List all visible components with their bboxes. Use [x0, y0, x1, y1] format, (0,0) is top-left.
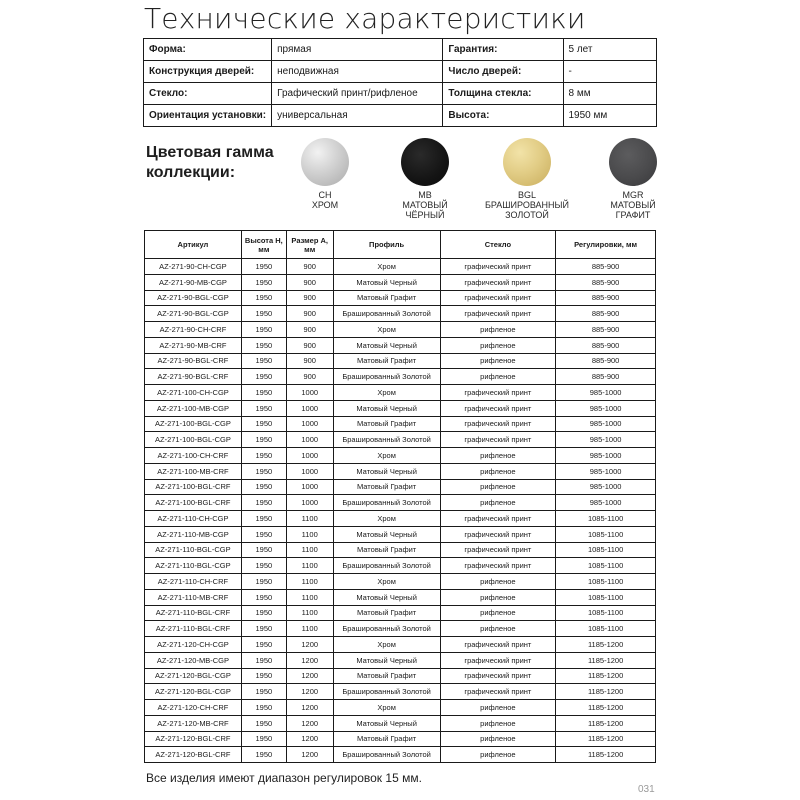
size-cell: 1100 — [286, 574, 333, 590]
profile-cell: Хром — [333, 574, 440, 590]
article-cell: AZ-271-110-BGL-CRF — [145, 621, 242, 637]
table-row — [145, 369, 656, 385]
article-cell: AZ-271-90-BGL-CGP — [145, 306, 242, 322]
size-cell: 1000 — [286, 495, 333, 511]
article-cell: AZ-271-100-BGL-CGP — [145, 416, 242, 432]
height-cell: 1950 — [241, 337, 286, 353]
article-cell: AZ-271-110-BGL-CGP — [145, 558, 242, 574]
profile-cell: Матовый Черный — [333, 400, 440, 416]
size-cell: 1100 — [286, 605, 333, 621]
size-cell: 900 — [286, 337, 333, 353]
profile-cell: Матовый Графит — [333, 668, 440, 684]
glass-cell: рифленое — [440, 621, 556, 637]
adjustment-cell: 985-1000 — [556, 400, 656, 416]
article-cell: AZ-271-110-MB-CRF — [145, 589, 242, 605]
table-row — [145, 605, 656, 621]
adjustment-cell: 885-900 — [556, 322, 656, 338]
size-cell: 1000 — [286, 432, 333, 448]
table-row — [145, 731, 656, 747]
glass-cell: графический принт — [440, 400, 556, 416]
article-cell: AZ-271-100-CH-CGP — [145, 385, 242, 401]
adjustment-cell: 985-1000 — [556, 416, 656, 432]
adjustment-cell: 885-900 — [556, 353, 656, 369]
glass-cell: рифленое — [440, 463, 556, 479]
adjustment-cell: 985-1000 — [556, 432, 656, 448]
profile-cell: Матовый Черный — [333, 463, 440, 479]
color-option-ch — [275, 138, 375, 210]
glass-cell: графический принт — [440, 416, 556, 432]
glass-cell: рифленое — [440, 700, 556, 716]
spec-value: неподвижная — [272, 61, 443, 83]
spec-label: Ориентация установки: — [144, 105, 272, 127]
color-name: ХРОМ — [311, 200, 339, 210]
table-row — [145, 715, 656, 731]
table-row — [145, 432, 656, 448]
article-cell: AZ-271-90-BGL-CRF — [145, 369, 242, 385]
table-row — [145, 637, 656, 653]
glass-cell: графический принт — [440, 526, 556, 542]
adjustment-cell: 1085-1100 — [556, 605, 656, 621]
height-cell: 1950 — [241, 385, 286, 401]
glass-cell: рифленое — [440, 747, 556, 763]
profile-cell: Матовый Черный — [333, 652, 440, 668]
size-cell: 1200 — [286, 684, 333, 700]
table-row — [145, 337, 656, 353]
size-cell: 900 — [286, 353, 333, 369]
glass-cell: графический принт — [440, 558, 556, 574]
article-cell: AZ-271-100-BGL-CGP — [145, 432, 242, 448]
table-row — [145, 668, 656, 684]
page-title: Технические характеристики — [144, 2, 586, 35]
article-cell: AZ-271-90-BGL-CGP — [145, 290, 242, 306]
article-cell: AZ-271-90-MB-CRF — [145, 337, 242, 353]
profile-cell: Брашированный Золотой — [333, 684, 440, 700]
adjustment-cell: 1085-1100 — [556, 574, 656, 590]
table-row — [145, 589, 656, 605]
spec-value: 8 мм — [563, 83, 657, 105]
glass-cell: графический принт — [440, 637, 556, 653]
table-row — [145, 322, 656, 338]
height-cell: 1950 — [241, 322, 286, 338]
article-cell: AZ-271-110-MB-CGP — [145, 526, 242, 542]
size-cell: 1100 — [286, 589, 333, 605]
table-row — [145, 306, 656, 322]
size-cell: 1000 — [286, 416, 333, 432]
color-code: MB — [418, 190, 432, 200]
adjustment-cell: 985-1000 — [556, 495, 656, 511]
profile-cell: Матовый Графит — [333, 542, 440, 558]
adjustment-cell: 985-1000 — [556, 385, 656, 401]
profile-cell: Хром — [333, 385, 440, 401]
adjustment-cell: 1185-1200 — [556, 747, 656, 763]
glass-cell: графический принт — [440, 432, 556, 448]
color-range-heading — [146, 143, 274, 183]
height-cell: 1950 — [241, 684, 286, 700]
height-cell: 1950 — [241, 511, 286, 527]
color-name: ЗОЛОТОЙ — [505, 210, 549, 220]
height-cell: 1950 — [241, 652, 286, 668]
table-row — [145, 700, 656, 716]
glass-cell: графический принт — [440, 274, 556, 290]
glass-cell: рифленое — [440, 337, 556, 353]
size-cell: 1200 — [286, 652, 333, 668]
profile-cell: Брашированный Золотой — [333, 369, 440, 385]
glass-cell: рифленое — [440, 353, 556, 369]
article-cell: AZ-271-110-BGL-CGP — [145, 542, 242, 558]
article-cell: AZ-271-100-MB-CGP — [145, 400, 242, 416]
size-cell: 1100 — [286, 542, 333, 558]
size-cell: 900 — [286, 369, 333, 385]
height-cell: 1950 — [241, 558, 286, 574]
profile-cell: Матовый Черный — [333, 715, 440, 731]
glass-cell: рифленое — [440, 495, 556, 511]
glass-cell: рифленое — [440, 448, 556, 464]
spec-label: Гарантия: — [443, 39, 563, 61]
size-cell: 1000 — [286, 479, 333, 495]
color-option-bgl — [477, 138, 577, 220]
table-row — [145, 684, 656, 700]
table-row — [145, 526, 656, 542]
size-cell: 1200 — [286, 668, 333, 684]
spec-value: 5 лет — [563, 39, 657, 61]
profile-cell: Хром — [333, 511, 440, 527]
height-cell: 1950 — [241, 621, 286, 637]
adjustment-cell: 885-900 — [556, 274, 656, 290]
adjustment-cell: 885-900 — [556, 369, 656, 385]
table-row — [145, 747, 656, 763]
table-row — [145, 542, 656, 558]
article-cell: AZ-271-120-MB-CRF — [145, 715, 242, 731]
adjustment-cell: 1085-1100 — [556, 558, 656, 574]
article-cell: AZ-271-110-CH-CRF — [145, 574, 242, 590]
glass-cell: графический принт — [440, 511, 556, 527]
glass-cell: рифленое — [440, 322, 556, 338]
profile-cell: Матовый Черный — [333, 274, 440, 290]
height-cell: 1950 — [241, 274, 286, 290]
height-cell: 1950 — [241, 526, 286, 542]
height-cell: 1950 — [241, 448, 286, 464]
profile-cell: Брашированный Золотой — [333, 621, 440, 637]
color-range-heading-line: коллекции: — [146, 164, 236, 181]
profile-cell: Хром — [333, 322, 440, 338]
height-cell: 1950 — [241, 353, 286, 369]
color-range-heading-line: Цветовая гамма — [146, 144, 274, 161]
height-cell: 1950 — [241, 479, 286, 495]
adjustment-cell: 1185-1200 — [556, 700, 656, 716]
glass-cell: рифленое — [440, 605, 556, 621]
profile-cell: Хром — [333, 700, 440, 716]
height-cell: 1950 — [241, 747, 286, 763]
adjustment-cell: 885-900 — [556, 290, 656, 306]
table-row — [145, 463, 656, 479]
height-cell: 1950 — [241, 495, 286, 511]
table-row — [145, 400, 656, 416]
adjustment-cell: 1085-1100 — [556, 542, 656, 558]
table-row — [145, 652, 656, 668]
color-option-mgr — [583, 138, 683, 220]
size-cell: 1100 — [286, 511, 333, 527]
size-cell: 1200 — [286, 715, 333, 731]
size-cell: 900 — [286, 290, 333, 306]
profile-cell: Брашированный Золотой — [333, 306, 440, 322]
color-name: ГРАФИТ — [615, 210, 651, 220]
profile-cell: Брашированный Золотой — [333, 558, 440, 574]
glass-cell: графический принт — [440, 542, 556, 558]
adjustment-cell: 1085-1100 — [556, 589, 656, 605]
height-cell: 1950 — [241, 574, 286, 590]
size-cell: 1000 — [286, 385, 333, 401]
column-header-adjustment: Регулировки, мм — [556, 231, 656, 259]
article-cell: AZ-271-120-BGL-CRF — [145, 747, 242, 763]
spec-value: Графический принт/рифленое — [272, 83, 443, 105]
glass-cell: графический принт — [440, 668, 556, 684]
adjustment-cell: 885-900 — [556, 306, 656, 322]
height-cell: 1950 — [241, 369, 286, 385]
adjustment-cell: 985-1000 — [556, 448, 656, 464]
spec-label: Форма: — [144, 39, 272, 61]
table-row — [145, 511, 656, 527]
glass-cell: графический принт — [440, 259, 556, 275]
glass-cell: рифленое — [440, 715, 556, 731]
article-cell: AZ-271-120-BGL-CGP — [145, 684, 242, 700]
glass-cell: графический принт — [440, 290, 556, 306]
table-row — [145, 353, 656, 369]
glass-cell: рифленое — [440, 731, 556, 747]
height-cell: 1950 — [241, 432, 286, 448]
table-row — [145, 448, 656, 464]
matte-black-swatch — [401, 138, 449, 186]
spec-value: прямая — [272, 39, 443, 61]
height-cell: 1950 — [241, 731, 286, 747]
column-header-size: Размер А, мм — [286, 231, 333, 259]
table-row — [145, 416, 656, 432]
profile-cell: Матовый Графит — [333, 605, 440, 621]
color-name: МАТОВЫЙ — [610, 200, 656, 210]
size-cell: 1100 — [286, 526, 333, 542]
profile-cell: Матовый Черный — [333, 337, 440, 353]
table-row — [145, 574, 656, 590]
color-name: МАТОВЫЙ — [402, 200, 448, 210]
article-cell: AZ-271-110-BGL-CRF — [145, 605, 242, 621]
article-cell: AZ-271-120-CH-CRF — [145, 700, 242, 716]
adjustment-cell: 1185-1200 — [556, 731, 656, 747]
profile-cell: Брашированный Золотой — [333, 747, 440, 763]
spec-value: 1950 мм — [563, 105, 657, 127]
height-cell: 1950 — [241, 306, 286, 322]
article-cell: AZ-271-100-CH-CRF — [145, 448, 242, 464]
page-number: 031 — [638, 784, 655, 795]
spec-value: - — [563, 61, 657, 83]
size-cell: 1000 — [286, 448, 333, 464]
size-cell: 1200 — [286, 637, 333, 653]
specs-row — [144, 39, 657, 61]
table-row — [145, 558, 656, 574]
product-table-header — [145, 231, 656, 259]
column-header-glass: Стекло — [440, 231, 556, 259]
column-header-height: Высота Н, мм — [241, 231, 286, 259]
spec-label: Толщина стекла: — [443, 83, 563, 105]
profile-cell: Брашированный Золотой — [333, 432, 440, 448]
article-cell: AZ-271-90-MB-CGP — [145, 274, 242, 290]
table-row — [145, 479, 656, 495]
height-cell: 1950 — [241, 259, 286, 275]
matte-graphite-swatch — [609, 138, 657, 186]
glass-cell: рифленое — [440, 369, 556, 385]
height-cell: 1950 — [241, 542, 286, 558]
adjustment-cell: 1185-1200 — [556, 637, 656, 653]
glass-cell: графический принт — [440, 385, 556, 401]
article-cell: AZ-271-120-MB-CGP — [145, 652, 242, 668]
height-cell: 1950 — [241, 605, 286, 621]
size-cell: 900 — [286, 322, 333, 338]
glass-cell: рифленое — [440, 589, 556, 605]
height-cell: 1950 — [241, 715, 286, 731]
article-cell: AZ-271-90-CH-CRF — [145, 322, 242, 338]
table-row — [145, 621, 656, 637]
specs-table — [143, 38, 657, 127]
glass-cell: графический принт — [440, 652, 556, 668]
color-code: MGR — [622, 190, 644, 200]
height-cell: 1950 — [241, 463, 286, 479]
specs-row — [144, 61, 657, 83]
spec-label: Стекло: — [144, 83, 272, 105]
adjustment-cell: 985-1000 — [556, 463, 656, 479]
size-cell: 1100 — [286, 558, 333, 574]
spec-label: Число дверей: — [443, 61, 563, 83]
column-header-profile: Профиль — [333, 231, 440, 259]
spec-label: Конструкция дверей: — [144, 61, 272, 83]
size-cell: 900 — [286, 274, 333, 290]
profile-cell: Матовый Черный — [333, 526, 440, 542]
adjustment-cell: 1185-1200 — [556, 668, 656, 684]
profile-cell: Матовый Черный — [333, 589, 440, 605]
size-cell: 1100 — [286, 621, 333, 637]
chrome-swatch — [301, 138, 349, 186]
article-cell: AZ-271-110-CH-CGP — [145, 511, 242, 527]
spec-value: универсальная — [272, 105, 443, 127]
color-name: БРАШИРОВАННЫЙ — [485, 200, 569, 210]
table-row — [145, 290, 656, 306]
article-cell: AZ-271-100-BGL-CRF — [145, 479, 242, 495]
color-code: BGL — [517, 190, 536, 200]
size-cell: 900 — [286, 306, 333, 322]
adjustment-range-note: Все изделия имеют диапазон регулировок 15 мм. — [146, 771, 422, 785]
size-cell: 1000 — [286, 463, 333, 479]
profile-cell: Матовый Графит — [333, 290, 440, 306]
profile-cell: Матовый Графит — [333, 479, 440, 495]
glass-cell: рифленое — [440, 574, 556, 590]
adjustment-cell: 1085-1100 — [556, 526, 656, 542]
table-row — [145, 385, 656, 401]
color-option-mb — [375, 138, 475, 220]
product-table — [144, 230, 656, 763]
article-cell: AZ-271-120-BGL-CGP — [145, 668, 242, 684]
height-cell: 1950 — [241, 700, 286, 716]
profile-cell: Матовый Графит — [333, 416, 440, 432]
adjustment-cell: 1085-1100 — [556, 511, 656, 527]
height-cell: 1950 — [241, 589, 286, 605]
adjustment-cell: 985-1000 — [556, 479, 656, 495]
adjustment-cell: 885-900 — [556, 259, 656, 275]
glass-cell: графический принт — [440, 306, 556, 322]
height-cell: 1950 — [241, 416, 286, 432]
column-header-article: Артикул — [145, 231, 242, 259]
brushed-gold-swatch — [503, 138, 551, 186]
adjustment-cell: 885-900 — [556, 337, 656, 353]
article-cell: AZ-271-100-MB-CRF — [145, 463, 242, 479]
size-cell: 1200 — [286, 731, 333, 747]
product-table-body — [145, 259, 656, 763]
article-cell: AZ-271-120-BGL-CRF — [145, 731, 242, 747]
size-cell: 1200 — [286, 747, 333, 763]
adjustment-cell: 1185-1200 — [556, 652, 656, 668]
color-name: ЧЁРНЫЙ — [405, 210, 445, 220]
profile-cell: Матовый Графит — [333, 353, 440, 369]
height-cell: 1950 — [241, 400, 286, 416]
table-row — [145, 274, 656, 290]
color-code: CH — [318, 190, 332, 200]
specs-row — [144, 83, 657, 105]
article-cell: AZ-271-100-BGL-CRF — [145, 495, 242, 511]
adjustment-cell: 1185-1200 — [556, 684, 656, 700]
specs-row — [144, 105, 657, 127]
adjustment-cell: 1185-1200 — [556, 715, 656, 731]
glass-cell: графический принт — [440, 684, 556, 700]
height-cell: 1950 — [241, 668, 286, 684]
article-cell: AZ-271-120-CH-CGP — [145, 637, 242, 653]
size-cell: 1200 — [286, 700, 333, 716]
table-row — [145, 495, 656, 511]
glass-cell: рифленое — [440, 479, 556, 495]
height-cell: 1950 — [241, 290, 286, 306]
adjustment-cell: 1085-1100 — [556, 621, 656, 637]
spec-label: Высота: — [443, 105, 563, 127]
profile-cell: Хром — [333, 259, 440, 275]
article-cell: AZ-271-90-BGL-CRF — [145, 353, 242, 369]
size-cell: 900 — [286, 259, 333, 275]
table-row — [145, 259, 656, 275]
profile-cell: Хром — [333, 448, 440, 464]
size-cell: 1000 — [286, 400, 333, 416]
profile-cell: Брашированный Золотой — [333, 495, 440, 511]
profile-cell: Матовый Графит — [333, 731, 440, 747]
profile-cell: Хром — [333, 637, 440, 653]
height-cell: 1950 — [241, 637, 286, 653]
article-cell: AZ-271-90-CH-CGP — [145, 259, 242, 275]
